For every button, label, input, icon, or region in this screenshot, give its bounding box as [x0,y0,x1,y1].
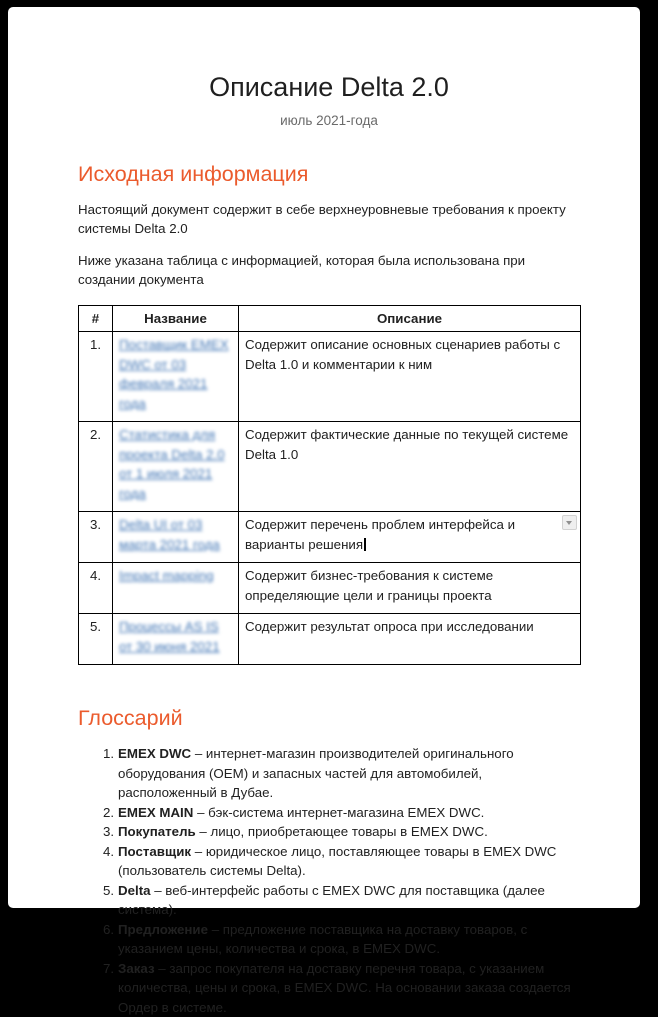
table-row [79,512,581,563]
row-number: 2. [79,422,113,512]
document-link-cell [113,512,239,563]
document-link-cell [113,422,239,512]
document-link[interactable]: Поставщик EMEX DWC от 03 февраля 2021 года [119,337,229,411]
glossary-term: Покупатель [118,824,196,839]
row-description [239,614,581,665]
row-description-text: Содержит перечень проблем интерфейса и варианты решения [245,517,515,552]
glossary-definition: – лицо, приобретающее товары в EMEX DWC. [199,824,487,839]
glossary-item [78,822,580,842]
glossary-term: EMEX MAIN [118,805,193,820]
document-title: Описание Delta 2.0 [78,71,580,103]
glossary-item [78,842,580,881]
document-link[interactable]: Delta UI от 03 марта 2021 года [119,517,220,552]
row-description-text: Содержит бизнес-требования к системе определяющие цели и границы проекта [245,568,493,603]
row-description-text: Содержит результат опроса при исследовании [245,619,534,634]
glossary-item-text [118,920,580,959]
row-description-text: Содержит фактические данные по текущей системе Delta 1.0 [245,427,568,462]
row-description [239,422,581,512]
glossary-item-number: 4. [78,842,118,881]
table-header-num: # [79,305,113,332]
glossary-term: Заказ [118,961,155,976]
section-heading-glossary: Глоссарий [78,705,580,731]
glossary-definition: – юридическое лицо, поставляющее товары в EMEX DWC (пользователь системы Delta). [118,844,556,879]
section-gap [78,665,580,705]
glossary-item-number: 3. [78,822,118,842]
glossary-item-number: 6. [78,920,118,959]
document-subtitle: июль 2021-года [78,111,580,131]
source-documents-table [78,305,581,666]
table-header-row [79,305,581,332]
row-description-text: Содержит описание основных сценариев работы с Delta 1.0 и комментарии к ним [245,337,560,372]
glossary-item-text [118,842,580,881]
glossary-item [78,803,580,823]
intro-paragraph: Настоящий документ содержит в себе верхнеуровневые требования к проекту системы Delta 2.0 [78,200,580,239]
glossary-term: Delta [118,883,151,898]
row-number: 1. [79,332,113,422]
section-heading-source-info: Исходная информация [78,161,580,187]
row-description [239,563,581,614]
glossary-item-text [118,803,580,823]
document-link-cell [113,614,239,665]
glossary-item-number: 1. [78,744,118,803]
document-link-cell [113,563,239,614]
glossary-item [78,920,580,959]
glossary-definition: – бэк-система интернет-магазина EMEX DWC. [197,805,484,820]
document-link[interactable]: Impact mapping [119,568,214,583]
glossary-item-text [118,881,580,920]
chevron-down-icon[interactable] [562,515,577,530]
glossary-item-number: 7. [78,959,118,1017]
document-link-cell [113,332,239,422]
table-header-name: Название [113,305,239,332]
row-number: 4. [79,563,113,614]
table-row [79,332,581,422]
glossary-definition: – интернет-магазин производителей оригинального оборудования (OEM) и запасных частей для автомобилей, расположенный в Дубае. [118,746,514,800]
glossary-definition: – веб-интерфейс работы с EMEX DWC для поставщика (далее система). [118,883,545,918]
row-description [239,512,581,563]
table-header-description: Описание [239,305,581,332]
glossary-item [78,744,580,803]
glossary-item [78,881,580,920]
document-link[interactable]: Статистика для проекта Delta 2.0 от 1 июля 2021 года [119,427,225,501]
row-number: 3. [79,512,113,563]
glossary-item-text [118,822,580,842]
row-description [239,332,581,422]
glossary-term: Поставщик [118,844,191,859]
glossary-list [78,744,580,1017]
table-row [79,614,581,665]
glossary-item-number: 5. [78,881,118,920]
text-cursor [364,538,366,551]
glossary-term: Предложение [118,922,208,937]
row-number: 5. [79,614,113,665]
glossary-term: EMEX DWC [118,746,191,761]
glossary-item [78,959,580,1017]
glossary-definition: – запрос покупателя на доставку перечня товара, с указанием количества, цены и срока, в EMEX DWC. На основании заказа создается Ордер в системе. [118,961,571,1015]
table-row [79,563,581,614]
glossary-definition: – предложение поставщика на доставку товаров, с указанием цены, количества и срока, в EMEX DWC. [118,922,527,957]
glossary-item-text [118,959,580,1017]
document-page [8,7,640,908]
table-row [79,422,581,512]
glossary-item-number: 2. [78,803,118,823]
table-intro-paragraph: Ниже указана таблица с информацией, которая была использована при создании документа [78,251,580,290]
document-link[interactable]: Процессы AS IS от 30 июня 2021 [119,619,220,654]
glossary-item-text [118,744,580,803]
